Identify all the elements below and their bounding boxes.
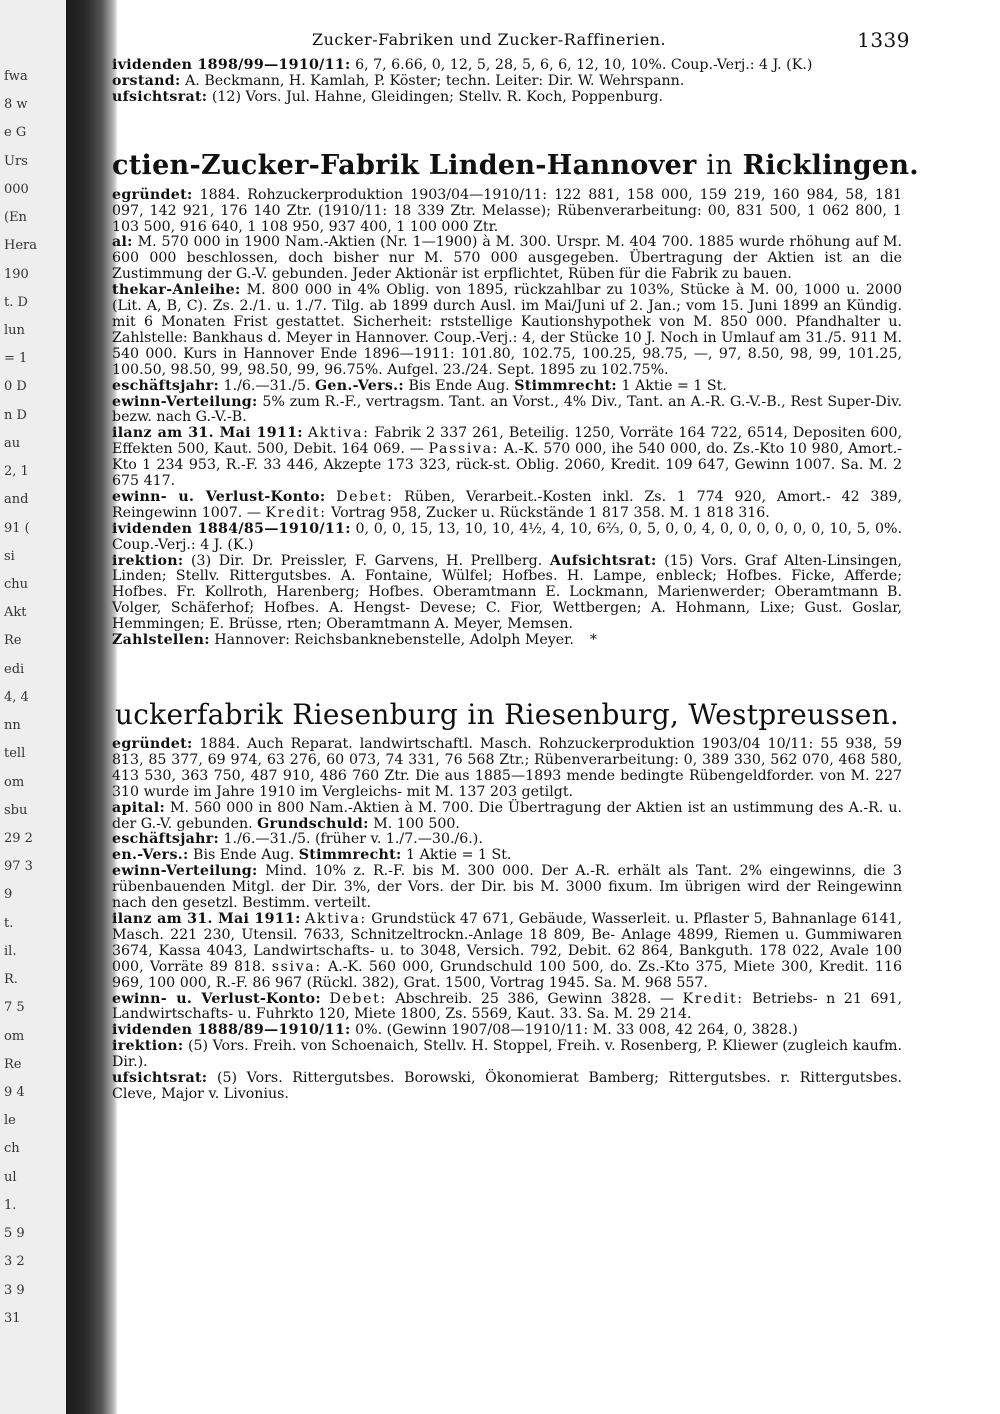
entry-aufsichtsrat: ufsichtsrat: (5) Vors. Rittergutsbes. Borowski, Ökonomierat Bamberg; Rittergutsbes. r. Rittergutsbes. Cleve, Major v. Livonius. bbox=[112, 1070, 902, 1102]
running-head bbox=[112, 28, 910, 58]
margin-fragment: t. D bbox=[4, 295, 28, 310]
margin-fragment: Urs bbox=[4, 154, 28, 169]
running-head-title: Zucker-Fabriken und Zucker-Raffinerien. bbox=[312, 30, 667, 49]
margin-fragment: 7 5 bbox=[4, 1000, 25, 1015]
company-details bbox=[112, 737, 902, 1103]
entry-gen-vers: en.-Vers.: Bis Ende Aug. Stimmrecht: 1 Aktie = 1 St. bbox=[112, 847, 512, 864]
margin-fragment: lun bbox=[4, 323, 25, 338]
company-heading: ctien-Zucker-Fabrik Linden-Hannover in Ricklingen. bbox=[112, 149, 919, 181]
margin-fragment: R. bbox=[4, 972, 18, 987]
margin-fragment: 9 4 bbox=[4, 1085, 25, 1100]
entry-direktion: irektion: (5) Vors. Freih. von Schoenaich, Stellv. H. Stoppel, Freih. v. Rosenberg, P. Kliewer (zugleich kaufm. Dir.). bbox=[112, 1038, 902, 1071]
company-details bbox=[112, 188, 902, 649]
top-continuation-block bbox=[112, 58, 902, 106]
entry-geschaeftsjahr: eschäftsjahr: 1./6.—31./5. (früher v. 1./7.—30./6.). bbox=[112, 831, 483, 848]
entry-guv-konto: ewinn- u. Verlust-Konto: Debet: Abschreib. 25 386, Gewinn 3828. — Kredit: Betriebs- n 21 691, Landwirtschafts- u. Fuhrkto 120, Miete 1800, Zs. 5569, Kaut. 33. Sa. M. 29 214. bbox=[112, 990, 902, 1023]
margin-fragment: il. bbox=[4, 944, 17, 959]
margin-fragment: = 1 bbox=[4, 351, 28, 366]
margin-fragment: le bbox=[4, 1113, 16, 1128]
company-heading: uckerfabrik Riesenburg in Riesenburg, Westpreussen. bbox=[114, 698, 900, 731]
margin-fragment: chu bbox=[4, 577, 29, 592]
margin-fragment: 8 w bbox=[4, 97, 28, 112]
entry-geschaeftsjahr: eschäftsjahr: 1./6.—31./5. Gen.-Vers.: Bis Ende Aug. Stimmrecht: 1 Aktie = 1 St. bbox=[112, 377, 727, 394]
company-entry-riesenburg bbox=[112, 699, 902, 1103]
margin-fragment: 9 bbox=[4, 887, 13, 902]
margin-fragment: tell bbox=[4, 746, 26, 761]
margin-fragment: 1. bbox=[4, 1198, 17, 1213]
margin-fragment: e G bbox=[4, 125, 27, 140]
margin-fragment: Re bbox=[4, 633, 22, 648]
entry-bilanz: ilanz am 31. Mai 1911: Aktiva: Grundstück 47 671, Gebäude, Wasserleit. u. Pflaster 5, Bahnanlage 6141, Masch. 221 230, Utensil. 7633, Schnitzeltrockn.-Anlage 18 809, Be- Anlage 4899, Riemen u. Gummiwaren 3674, Kassa 4043, Landwirtschafts- u. to 3048, Versich. 792, Debit. 62 864, Bankguth. 178 022, Avale 100 000, Vorräte 89 818. ssiva: A.-K. 560 000, Grundschuld 100 500, do. Zs.-Kto 375, Miete 300, Kredit. 116 969, 100 000, R.-F. 86 967 (Rückl. 382), Grat. 1500, Vortrag 1945. Sa. M. 968 557. bbox=[112, 910, 903, 991]
entry-end-mark: * bbox=[589, 632, 597, 649]
margin-fragment: 000 bbox=[4, 182, 29, 197]
margin-fragment: ul bbox=[4, 1170, 17, 1185]
margin-fragment: nn bbox=[4, 718, 21, 733]
margin-fragment: 4, 4 bbox=[4, 690, 29, 705]
margin-fragment: 3 9 bbox=[4, 1283, 25, 1298]
margin-fragment: Re bbox=[4, 1057, 22, 1072]
margin-fragment: Hera bbox=[4, 238, 37, 253]
margin-fragment: n D bbox=[4, 408, 27, 423]
entry-dividenden: ividenden 1884/85—1910/11: 0, 0, 0, 15, 13, 10, 10, 4½, 4, 10, 6⅔, 0, 5, 0, 0, 4, 0, 0, 0, 0, 0, 0, 10, 5, 0%. Coup.-Verj.: 4 J. (K.) bbox=[112, 520, 902, 553]
margin-fragment: 2, 1 bbox=[4, 464, 29, 479]
margin-fragment: 5 9 bbox=[4, 1226, 25, 1241]
page-number: 1339 bbox=[857, 28, 910, 52]
entry-kapital: al: M. 570 000 in 1900 Nam.-Aktien (Nr. 1—1900) à M. 300. Urspr. M. 404 700. 1885 wurde rhöhung auf M. 600 000 beschlossen, doch bisher nur M. 570 000 ausgegeben. Übertragung der Aktien ist an die Zustimmung der G.-V. gebunden. Jeder Aktionär ist erpflichtet, Rüben für die Fabrik zu bauen. bbox=[112, 234, 902, 283]
margin-fragment: sbu bbox=[4, 803, 28, 818]
margin-fragment: and bbox=[4, 492, 29, 507]
entry-kapital: apital: M. 560 000 in 800 Nam.-Aktien à M. 700. Die Übertragung der Aktien ist an ustimmung des A.-R. u. der G.-V. gebunden. Grundschuld: M. 100 500. bbox=[112, 799, 902, 832]
entry-anleihe: thekar-Anleihe: M. 800 000 in 4% Oblig. von 1895, rückzahlbar zu 103%, Stücke à M. 00, 1000 u. 2000 (Lit. A, B, C). Zs. 2./1. u. 1./7. Tilg. ab 1899 durch Ausl. im Mai/Juni uf 2. Jan.; vom 15. Juni 1899 an Kündig. mit 6 Monaten Frist gestattet. Sicherheit: rststellige Kautionshypothek von M. 850 000. Pfandhalter u. Zahlstelle: Bankhaus d. Meyer in Hannover. Coup.-Verj.: 4, der Stücke 10 J. Noch in Umlauf am 31./5. 911 M. 540 000. Kurs in Hannover Ende 1896—1911: 101.80, 102.75, 100.25, 98.75, —, 97, 8.50, 98, 99, 101.25, 100.50, 98.50, 99, 98.50, 99, 96.75%. Aufgel. 23./24. Sept. 1895 zu 102.75%. bbox=[112, 282, 902, 378]
margin-fragment: om bbox=[4, 775, 25, 790]
margin-fragment: fwa bbox=[4, 69, 28, 84]
entry-bilanz: ilanz am 31. Mai 1911: Aktiva: Fabrik 2 337 261, Beteilig. 1250, Vorräte 164 722, 6514, Depositen 600, Effekten 500, Kaut. 500, Debit. 164 069. — Passiva: A.-K. 570 000, ihe 540 000, do. Zs.-Kto 10 980, Amort.-Kto 1 234 953, R.-F. 33 446, Akzepte 173 323, rück-st. Oblig. 2060, Kredit. 109 647, Gewinn 1007. Sa. M. 2 675 417. bbox=[112, 425, 902, 490]
margin-fragment: t. bbox=[4, 916, 14, 931]
entry-zahlstellen: Zahlstellen: Hannover: Reichsbanknebenstelle, Adolph Meyer. * bbox=[112, 632, 597, 649]
margin-fragment: (En bbox=[4, 210, 27, 225]
margin-fragment: om bbox=[4, 1029, 25, 1044]
entry-vorstand: orstand: A. Beckmann, H. Kamlah, P. Köster; techn. Leiter: Dir. W. Wehrspann. bbox=[112, 72, 685, 89]
margin-fragment: 29 2 bbox=[4, 831, 33, 846]
adjacent-page-margin bbox=[0, 0, 66, 1414]
company-entry-linden-hannover bbox=[112, 149, 919, 649]
entry-gewinn-verteilung: ewinn-Verteilung: 5% zum R.-F., vertragsm. Tant. an Vorst., 4% Div., Tant. an A.-R. G.-V.-B., Rest Super-Div. bezw. nach G.-V.-B. bbox=[112, 393, 902, 426]
margin-fragment: ch bbox=[4, 1141, 20, 1156]
margin-fragment: 91 ( bbox=[4, 521, 30, 536]
margin-fragment: 190 bbox=[4, 267, 29, 282]
entry-guv-konto: ewinn- u. Verlust-Konto: Debet: Rüben, Verarbeit.-Kosten inkl. Zs. 1 774 920, Amort.- 42 389, Reingewinn 1007. — Kredit: Vortrag 958, Zucker u. Rückstände 1 817 358. M. 1 818 316. bbox=[112, 488, 903, 521]
entry-dividenden: ividenden 1898/99—1910/11: 6, 7, 6.66, 0, 12, 5, 28, 5, 6, 6, 12, 10, 10%. Coup.-Verj.: 4 J. (K.) bbox=[112, 57, 813, 73]
margin-fragment: Akt bbox=[4, 605, 27, 620]
entry-gegruendet: egründet: 1884. Rohzuckerproduktion 1903/04—1910/11: 122 881, 158 000, 159 219, 160 984, 58, 181 097, 142 921, 176 140 Ztr. (1910/11: 18 339 Ztr. Melasse); Rübenverarbeitung: 00, 831 500, 1 062 800, 1 103 500, 916 640, 1 108 950, 937 400, 1 100 000 Ztr. bbox=[112, 186, 903, 235]
entry-gewinn-verteilung: ewinn-Verteilung: Mind. 10% z. R.-F. bis M. 300 000. Der A.-R. erhält als Tant. 2% eingewinns, die 3 rübenbauenden Mitgl. der Dir. 3%, der Vors. der Dir. bis M. 3000 fixum. Im übrigen wird der Reingewinn nach den gesetzl. Bestimm. verteilt. bbox=[112, 863, 902, 912]
margin-fragment: 31 bbox=[4, 1311, 21, 1326]
margin-fragment: 3 2 bbox=[4, 1254, 25, 1269]
margin-fragment: si bbox=[4, 549, 15, 564]
margin-fragment: au bbox=[4, 436, 21, 451]
entry-dividenden: ividenden 1888/89—1910/11: 0%. (Gewinn 1907/08—1910/11: M. 33 008, 42 264, 0, 3828.) bbox=[112, 1022, 798, 1039]
page-content bbox=[112, 28, 919, 1103]
entry-direktion: irektion: (3) Dir. Dr. Preissler, F. Garvens, H. Prellberg. Aufsichtsrat: (15) Vors. Graf Alten-Linsingen, Linden; Stellv. Rittergutsbes. A. Fontaine, Wülfel; Hofbes. H. Lampe, enbleck; Hofbes. Ficke, Afferde; Hofbes. Fr. Kollroth, Harenberg; Hofbes. Oberamtmann E. Lockmann, Marienwerder; Oberamtmann B. Volger, Schäferhof; Hofbes. A. Hengst- Devese; C. Fior, Wettbergen; A. Hohmann, Lixe; Gust. Goslar, Hemmingen; E. Brüsse, rten; Oberamtmann A. Meyer, Memsen. bbox=[112, 552, 902, 633]
margin-fragment: edi bbox=[4, 662, 25, 677]
entry-aufsichtsrat: ufsichtsrat: (12) Vors. Jul. Hahne, Gleidingen; Stellv. R. Koch, Poppenburg. bbox=[112, 88, 664, 105]
margin-fragment: 97 3 bbox=[4, 859, 33, 874]
entry-gegruendet: egründet: 1884. Auch Reparat. landwirtschaftl. Masch. Rohzuckerproduktion 1903/04 10/11: 55 938, 59 813, 85 377, 69 974, 63 276, 60 073, 74 331, 76 568 Ztr.; Rübenverarbeitung: 0, 389 330, 562 070, 468 580, 413 530, 363 750, 487 910, 486 760 Ztr. Die aus 1885—1893 mende bedingte Rübengeldforder. von M. 227 310 wurde im Jahre 1910 im Vergleichs- mit M. 137 203 getilgt. bbox=[112, 736, 902, 800]
book-gutter-shadow bbox=[66, 0, 118, 1414]
margin-fragment: 0 D bbox=[4, 379, 27, 394]
